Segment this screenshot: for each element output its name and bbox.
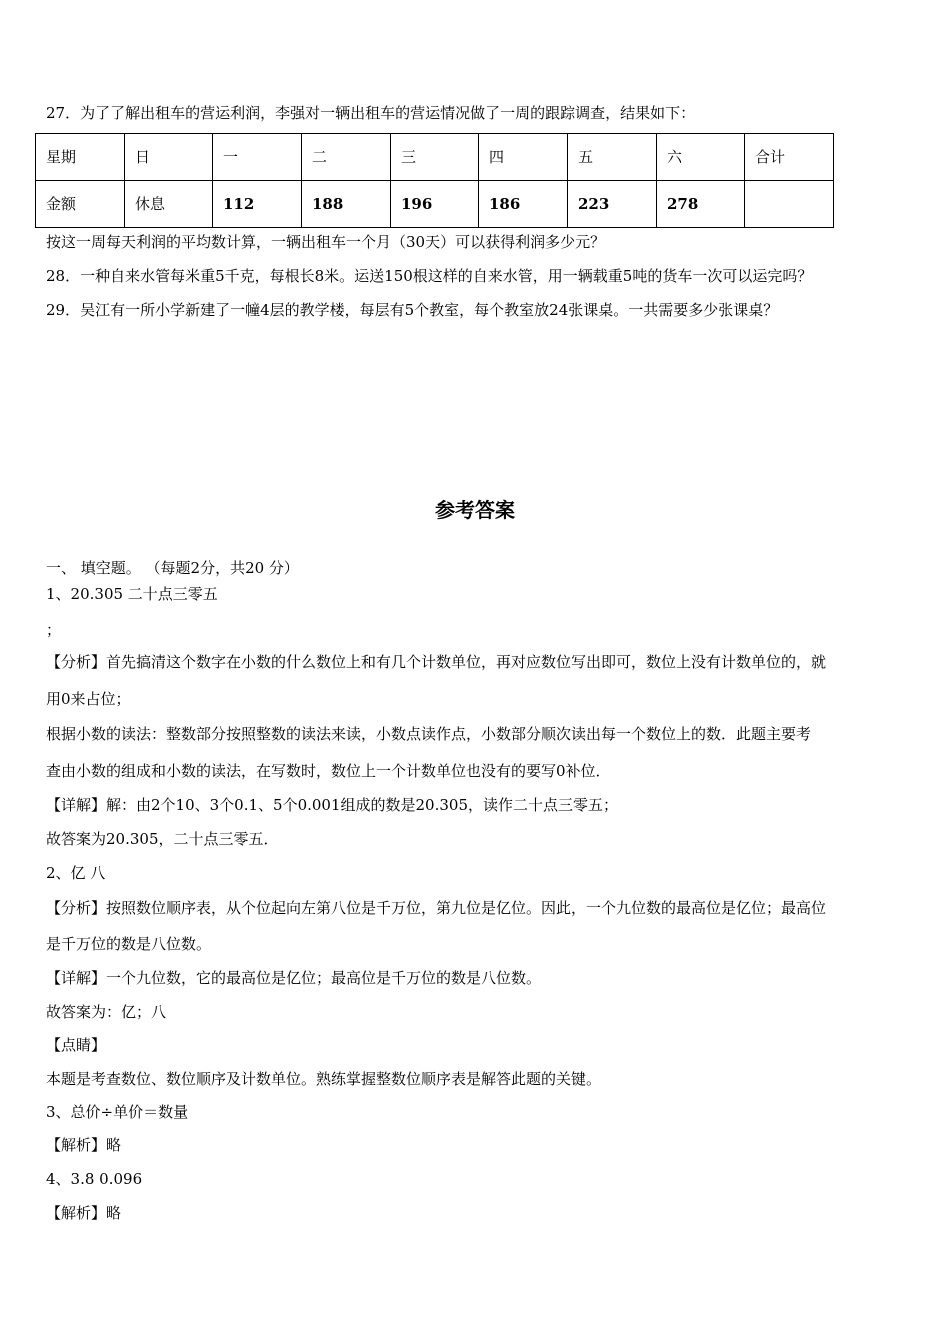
answer-2-analysis: 【分析】按照数位顺序表，从个位起向左第八位是千万位，第九位是亿位。因此，一个九位数的最高位是亿位；最高位	[46, 899, 827, 917]
table-cell: 星期	[36, 134, 125, 181]
q27-intro: 27．为了了解出租车的营运利润，李强对一辆出租车的营运情况做了一周的跟踪调查，结果如下：	[46, 104, 696, 122]
table-cell: 六	[657, 134, 745, 181]
answer-2: 2、亿 八	[46, 864, 106, 882]
profit-table	[35, 133, 834, 228]
answer-1-analysis: 根据小数的读法：整数部分按照整数的读法来读，小数点读作点，小数部分顺次读出每一个数位上的数．此题主要考	[46, 725, 812, 743]
answers-title: 参考答案	[435, 498, 515, 522]
answer-1-semicolon: ；	[46, 621, 62, 639]
q28: 28．一种自来水管每米重5千克，每根长8米。运送150根这样的自来水管，用一辆载重5吨的货车一次可以运完吗？	[46, 267, 813, 285]
table-cell: 休息	[125, 181, 213, 228]
table-row	[36, 181, 834, 228]
table-cell: 日	[125, 134, 213, 181]
answer-2-point: 本题是考查数位、数位顺序及计数单位。熟练掌握整数位顺序表是解答此题的关键。	[46, 1070, 602, 1088]
answer-2-result: 故答案为：亿；八	[46, 1003, 167, 1021]
answer-2-detail: 【详解】一个九位数，它的最高位是亿位；最高位是千万位的数是八位数。	[46, 969, 542, 987]
answer-3-analysis: 【解析】略	[46, 1136, 122, 1154]
answer-4-analysis: 【解析】略	[46, 1204, 122, 1222]
answer-2-analysis: 是千万位的数是八位数。	[46, 935, 212, 953]
table-cell: 五	[568, 134, 657, 181]
answer-1-detail: 【详解】解：由2个10、3个0.1、5个0.001组成的数是20.305，读作二十点三零五；	[46, 796, 619, 814]
table-cell: 一	[213, 134, 302, 181]
table-cell: 二	[302, 134, 391, 181]
answer-1-analysis: 查由小数的组成和小数的读法，在写数时，数位上一个计数单位也没有的要写0补位．	[46, 762, 611, 780]
table-cell: 186	[479, 181, 568, 228]
table-cell: 223	[568, 181, 657, 228]
answer-1-analysis: 用0来占位；	[46, 690, 131, 708]
table-cell: 四	[479, 134, 568, 181]
answer-1-result: 故答案为20.305，二十点三零五．	[46, 830, 279, 848]
q29: 29．吴江有一所小学新建了一幢4层的教学楼，每层有5个教室，每个教室放24张课桌。一共需要多少张课桌？	[46, 301, 779, 319]
table-cell: 金额	[36, 181, 125, 228]
answer-3: 3、总价÷单价＝数量	[46, 1103, 189, 1121]
q27-question: 按这一周每天利润的平均数计算，一辆出租车一个月（30天）可以获得利润多少元？	[46, 233, 606, 251]
section-heading: 一、 填空题。 （每题2分，共20 分）	[46, 559, 299, 577]
table-cell	[745, 181, 834, 228]
table-cell: 278	[657, 181, 745, 228]
table-header-row	[36, 134, 834, 181]
answer-4: 4、3.8 0.096	[46, 1170, 143, 1188]
table-cell: 188	[302, 181, 391, 228]
answer-1-analysis: 【分析】首先搞清这个数字在小数的什么数位上和有几个计数单位，再对应数位写出即可，数位上没有计数单位的，就	[46, 653, 827, 671]
answer-2-point-label: 【点睛】	[46, 1036, 107, 1054]
table-cell: 112	[213, 181, 302, 228]
table-cell: 合计	[745, 134, 834, 181]
table-cell: 三	[391, 134, 479, 181]
answer-1: 1、20.305 二十点三零五	[46, 585, 218, 603]
table-cell: 196	[391, 181, 479, 228]
